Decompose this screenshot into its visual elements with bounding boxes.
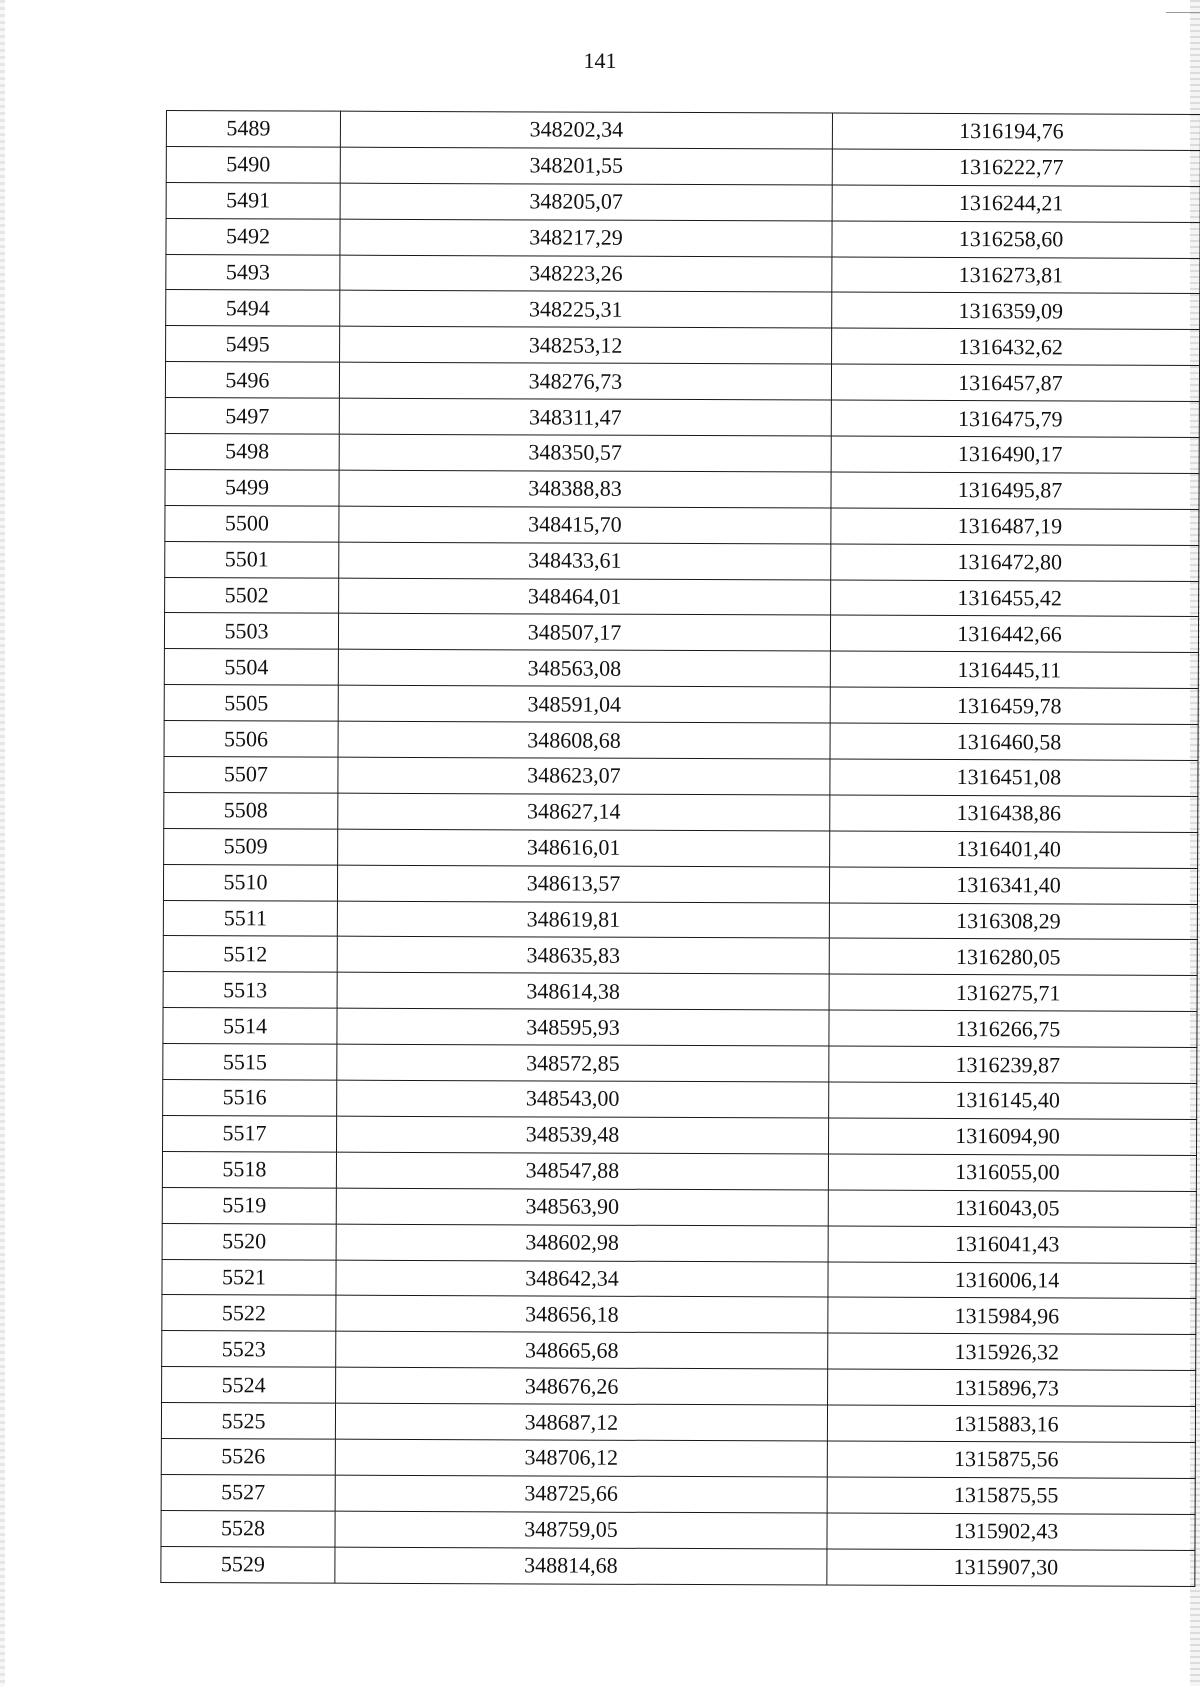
x-coordinate-cell: 348543,00 — [337, 1080, 829, 1118]
y-coordinate-cell: 1315984,96 — [828, 1297, 1196, 1334]
table-row — [162, 1295, 1196, 1335]
x-coordinate-cell: 348627,14 — [338, 793, 830, 831]
point-number-cell: 5515 — [163, 1044, 337, 1081]
point-number-cell: 5495 — [166, 326, 340, 363]
point-number-cell: 5503 — [164, 613, 338, 650]
table-row — [164, 721, 1198, 761]
y-coordinate-cell: 1316438,86 — [830, 795, 1198, 832]
x-coordinate-cell: 348276,73 — [339, 362, 831, 400]
y-coordinate-cell: 1316475,79 — [831, 400, 1199, 437]
x-coordinate-cell: 348676,26 — [336, 1367, 828, 1405]
point-number-cell: 5513 — [163, 972, 337, 1009]
x-coordinate-cell: 348759,05 — [335, 1511, 827, 1549]
table-row — [164, 649, 1198, 689]
y-coordinate-cell: 1316094,90 — [828, 1118, 1196, 1155]
table-row — [162, 1223, 1196, 1263]
table-row — [161, 1438, 1195, 1478]
table-row — [164, 757, 1198, 797]
point-number-cell: 5517 — [163, 1115, 337, 1152]
x-coordinate-cell: 348205,07 — [340, 183, 832, 221]
table-row — [162, 1151, 1196, 1191]
table-row — [163, 864, 1197, 904]
y-coordinate-cell: 1316194,76 — [832, 113, 1200, 150]
x-coordinate-cell: 348201,55 — [340, 147, 832, 185]
x-coordinate-cell: 348814,68 — [335, 1547, 827, 1585]
point-number-cell: 5514 — [163, 1008, 337, 1045]
y-coordinate-cell: 1316459,78 — [830, 687, 1198, 724]
point-number-cell: 5496 — [165, 362, 339, 399]
table-row — [162, 1187, 1196, 1227]
point-number-cell: 5501 — [165, 541, 339, 578]
x-coordinate-cell: 348464,01 — [339, 578, 831, 616]
point-number-cell: 5493 — [166, 254, 340, 291]
x-coordinate-cell: 348656,18 — [336, 1296, 828, 1334]
table-row — [163, 972, 1197, 1012]
table-row — [164, 613, 1198, 653]
x-coordinate-cell: 348706,12 — [335, 1439, 827, 1477]
table-row — [162, 1331, 1196, 1371]
y-coordinate-cell: 1316308,29 — [829, 903, 1197, 940]
point-number-cell: 5492 — [166, 218, 340, 255]
y-coordinate-cell: 1315896,73 — [828, 1369, 1196, 1406]
point-number-cell: 5498 — [165, 434, 339, 471]
point-number-cell: 5489 — [166, 111, 340, 148]
coordinates-table-body — [161, 111, 1200, 1586]
x-coordinate-cell: 348616,01 — [338, 829, 830, 867]
page-number: 141 — [583, 48, 617, 73]
table-row — [163, 1080, 1197, 1120]
y-coordinate-cell: 1316495,87 — [831, 472, 1199, 509]
point-number-cell: 5520 — [162, 1223, 336, 1260]
x-coordinate-cell: 348613,57 — [337, 865, 829, 903]
point-number-cell: 5491 — [166, 182, 340, 219]
point-number-cell: 5511 — [163, 900, 337, 937]
table-row — [161, 1474, 1195, 1514]
x-coordinate-cell: 348563,08 — [338, 650, 830, 688]
table-row — [164, 828, 1198, 868]
scan-edge-left — [0, 0, 5, 1686]
table-row — [166, 111, 1200, 151]
y-coordinate-cell: 1316432,62 — [832, 328, 1200, 365]
table-row — [166, 254, 1200, 294]
point-number-cell: 5512 — [163, 936, 337, 973]
x-coordinate-cell: 348225,31 — [340, 291, 832, 329]
table-row — [161, 1510, 1195, 1550]
point-number-cell: 5523 — [162, 1331, 336, 1368]
x-coordinate-cell: 348623,07 — [338, 757, 830, 795]
table-row — [165, 577, 1199, 617]
table-row — [166, 146, 1200, 186]
table-row — [166, 326, 1200, 366]
x-coordinate-cell: 348725,66 — [335, 1475, 827, 1513]
y-coordinate-cell: 1316341,40 — [829, 867, 1197, 904]
y-coordinate-cell: 1316006,14 — [828, 1262, 1196, 1299]
x-coordinate-cell: 348614,38 — [337, 973, 829, 1011]
y-coordinate-cell: 1315902,43 — [827, 1513, 1195, 1550]
table-row — [164, 792, 1198, 832]
x-coordinate-cell: 348619,81 — [337, 901, 829, 939]
table-row — [163, 1008, 1197, 1048]
y-coordinate-cell: 1316490,17 — [831, 436, 1199, 473]
y-coordinate-cell: 1316055,00 — [828, 1154, 1196, 1191]
table-row — [163, 936, 1197, 976]
scan-corner-mark — [1166, 0, 1200, 13]
y-coordinate-cell: 1316359,09 — [832, 293, 1200, 330]
x-coordinate-cell: 348665,68 — [336, 1331, 828, 1369]
table-row — [165, 434, 1199, 474]
y-coordinate-cell: 1316258,60 — [832, 221, 1200, 258]
point-number-cell: 5507 — [164, 757, 338, 794]
point-number-cell: 5516 — [163, 1080, 337, 1117]
coordinates-table — [160, 110, 1200, 1586]
y-coordinate-cell: 1316472,80 — [831, 544, 1199, 581]
x-coordinate-cell: 348415,70 — [339, 506, 831, 544]
table-row — [163, 900, 1197, 940]
x-coordinate-cell: 348687,12 — [335, 1403, 827, 1441]
table-row — [165, 505, 1199, 545]
y-coordinate-cell: 1315875,55 — [827, 1477, 1195, 1514]
table-row — [161, 1546, 1195, 1586]
point-number-cell: 5527 — [161, 1474, 335, 1511]
point-number-cell: 5519 — [162, 1187, 336, 1224]
table-row — [163, 1115, 1197, 1155]
y-coordinate-cell: 1316487,19 — [831, 508, 1199, 545]
table-row — [165, 469, 1199, 509]
y-coordinate-cell: 1316266,75 — [829, 1010, 1197, 1047]
x-coordinate-cell: 348388,83 — [339, 470, 831, 508]
x-coordinate-cell: 348433,61 — [339, 542, 831, 580]
y-coordinate-cell: 1316043,05 — [828, 1190, 1196, 1227]
x-coordinate-cell: 348311,47 — [339, 398, 831, 436]
table-row — [166, 218, 1200, 258]
table-row — [165, 541, 1199, 581]
point-number-cell: 5509 — [164, 828, 338, 865]
point-number-cell: 5502 — [165, 577, 339, 614]
x-coordinate-cell: 348217,29 — [340, 219, 832, 257]
point-number-cell: 5494 — [166, 290, 340, 327]
y-coordinate-cell: 1316401,40 — [830, 831, 1198, 868]
y-coordinate-cell: 1316455,42 — [831, 580, 1199, 617]
x-coordinate-cell: 348202,34 — [340, 111, 832, 149]
table-row — [164, 685, 1198, 725]
y-coordinate-cell: 1315926,32 — [828, 1333, 1196, 1370]
point-number-cell: 5529 — [161, 1546, 335, 1583]
y-coordinate-cell: 1316222,77 — [832, 149, 1200, 186]
y-coordinate-cell: 1316239,87 — [829, 1046, 1197, 1083]
y-coordinate-cell: 1316445,11 — [830, 651, 1198, 688]
point-number-cell: 5508 — [164, 792, 338, 829]
x-coordinate-cell: 348608,68 — [338, 721, 830, 759]
point-number-cell: 5528 — [161, 1510, 335, 1547]
x-coordinate-cell: 348642,34 — [336, 1260, 828, 1298]
point-number-cell: 5499 — [165, 469, 339, 506]
point-number-cell: 5500 — [165, 505, 339, 542]
point-number-cell: 5518 — [162, 1151, 336, 1188]
x-coordinate-cell: 348563,90 — [336, 1188, 828, 1226]
x-coordinate-cell: 348539,48 — [337, 1116, 829, 1154]
y-coordinate-cell: 1316280,05 — [829, 939, 1197, 976]
x-coordinate-cell: 348223,26 — [340, 255, 832, 293]
x-coordinate-cell: 348602,98 — [336, 1224, 828, 1262]
y-coordinate-cell: 1316460,58 — [830, 723, 1198, 760]
x-coordinate-cell: 348547,88 — [336, 1152, 828, 1190]
y-coordinate-cell: 1316145,40 — [829, 1082, 1197, 1119]
table-row — [162, 1367, 1196, 1407]
table-row — [166, 290, 1200, 330]
x-coordinate-cell: 348572,85 — [337, 1044, 829, 1082]
y-coordinate-cell: 1315883,16 — [827, 1405, 1195, 1442]
x-coordinate-cell: 348507,17 — [338, 614, 830, 652]
y-coordinate-cell: 1316273,81 — [832, 257, 1200, 294]
y-coordinate-cell: 1316244,21 — [832, 185, 1200, 222]
y-coordinate-cell: 1315907,30 — [827, 1549, 1195, 1586]
point-number-cell: 5525 — [161, 1403, 335, 1440]
y-coordinate-cell: 1316451,08 — [830, 759, 1198, 796]
x-coordinate-cell: 348591,04 — [338, 685, 830, 723]
point-number-cell: 5522 — [162, 1295, 336, 1332]
point-number-cell: 5524 — [162, 1367, 336, 1404]
table-row — [161, 1403, 1195, 1443]
table-row — [162, 1259, 1196, 1299]
y-coordinate-cell: 1316275,71 — [829, 974, 1197, 1011]
point-number-cell: 5506 — [164, 721, 338, 758]
table-row — [163, 1044, 1197, 1084]
point-number-cell: 5504 — [164, 649, 338, 686]
point-number-cell: 5490 — [166, 146, 340, 183]
y-coordinate-cell: 1316457,87 — [831, 364, 1199, 401]
point-number-cell: 5510 — [163, 864, 337, 901]
y-coordinate-cell: 1316442,66 — [830, 616, 1198, 653]
x-coordinate-cell: 348350,57 — [339, 434, 831, 472]
point-number-cell: 5497 — [165, 398, 339, 435]
x-coordinate-cell: 348635,83 — [337, 937, 829, 975]
point-number-cell: 5521 — [162, 1259, 336, 1296]
table-row — [165, 362, 1199, 402]
x-coordinate-cell: 348595,93 — [337, 1008, 829, 1046]
table-row — [166, 182, 1200, 222]
y-coordinate-cell: 1316041,43 — [828, 1226, 1196, 1263]
point-number-cell: 5526 — [161, 1438, 335, 1475]
point-number-cell: 5505 — [164, 685, 338, 722]
y-coordinate-cell: 1315875,56 — [827, 1441, 1195, 1478]
table-row — [165, 398, 1199, 438]
x-coordinate-cell: 348253,12 — [340, 327, 832, 365]
